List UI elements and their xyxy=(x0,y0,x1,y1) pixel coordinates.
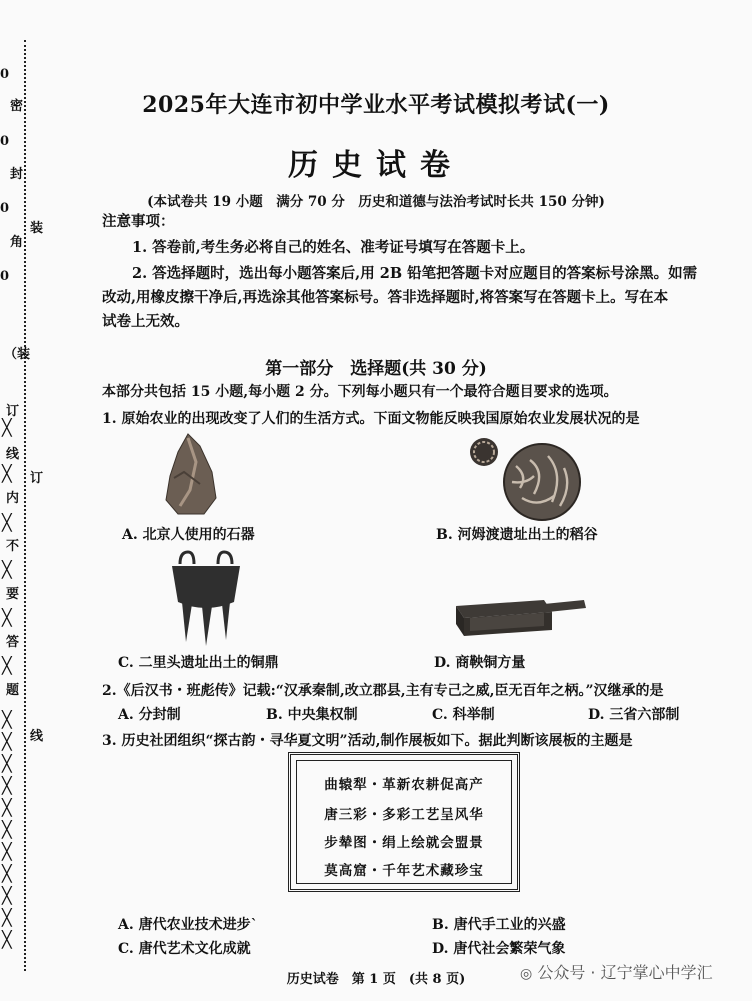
margin-char-yao: 要 xyxy=(6,587,20,602)
question-1-option-d: D. 商鞅铜方量 xyxy=(434,655,526,671)
question-2-option-d: D. 三省六部制 xyxy=(588,707,680,723)
cross-mark-icon: ╳ xyxy=(2,842,12,861)
board-line-2: 唐三彩・多彩工艺呈风华 xyxy=(324,807,484,823)
margin-char-zhuang-right: 装 xyxy=(30,221,44,236)
board-line-4: 莫高窟・千年艺术藏珍宝 xyxy=(324,863,484,879)
margin-char-bu: 不 xyxy=(6,539,20,554)
cross-mark-icon: ╳ xyxy=(2,732,12,751)
question-1-option-b: B. 河姆渡遗址出土的稻谷 xyxy=(436,527,598,543)
notice-item-1: 1. 答卷前,考生务必将自己的姓名、准考证号填写在答题卡上。 xyxy=(132,239,535,256)
watermark-text: 公众号 · 辽宁掌心中学汇 xyxy=(537,963,713,982)
page-footer: 历史试卷 第 1 页 (共 8 页) xyxy=(286,972,466,987)
section-note: 本部分共包括 15 小题,每小题 2 分。下列每小题只有一个最符合题目要求的选项。 xyxy=(102,384,618,400)
bronze-measure-image xyxy=(448,594,588,644)
question-3-option-a: A. 唐代农业技术进步` xyxy=(118,917,258,933)
question-1-option-a: A. 北京人使用的石器 xyxy=(122,527,255,543)
question-1-option-c: C. 二里头遗址出土的铜鼎 xyxy=(118,655,279,671)
cross-mark-icon: ╳ xyxy=(2,418,12,437)
question-2-option-c: C. 科举制 xyxy=(432,707,495,723)
cross-mark-icon: ╳ xyxy=(2,656,12,675)
cross-mark-icon: ╳ xyxy=(2,513,12,532)
board-line-3: 步辇图・绢上绘就会盟景 xyxy=(324,835,484,851)
margin-zero: 0 xyxy=(0,134,10,149)
wechat-icon: ◎ xyxy=(520,966,533,982)
margin-char-jiao: 角 xyxy=(10,235,24,250)
exam-title: 2025年大连市初中学业水平考试模拟考试(一) xyxy=(142,92,610,118)
cross-mark-icon: ╳ xyxy=(2,886,12,905)
margin-char-ti: 题 xyxy=(6,683,20,698)
margin-char-nei: 内 xyxy=(6,491,20,506)
margin-char-xian-right: 线 xyxy=(30,729,44,744)
cross-mark-icon: ╳ xyxy=(2,864,12,883)
question-2-stem: 2.《后汉书・班彪传》记载:“汉承秦制,改立郡县,主有专己之威,臣无百年之柄。”汉继承的是 xyxy=(102,683,664,699)
cross-mark-icon: ╳ xyxy=(2,930,12,949)
cross-mark-icon: ╳ xyxy=(2,464,12,483)
question-1-stem: 1. 原始农业的出现改变了人们的生活方式。下面文物能反映我国原始农业发展状况的是 xyxy=(102,411,640,427)
margin-char-mi: 密 xyxy=(10,99,24,114)
subject-title: 历史试卷 xyxy=(288,148,464,183)
exhibition-board-inner xyxy=(296,760,512,884)
cross-mark-icon: ╳ xyxy=(2,608,12,627)
exam-info: (本试卷共 19 小题 满分 70 分 历史和道德与法治考试时长共 150 分钟) xyxy=(147,194,605,210)
question-3-stem: 3. 历史社团组织“探古韵・寻华夏文明”活动,制作展板如下。据此判断该展板的主题是 xyxy=(102,733,633,749)
question-3-option-b: B. 唐代手工业的兴盛 xyxy=(432,917,566,933)
margin-zero: 0 xyxy=(0,269,10,284)
stone-tool-image xyxy=(160,432,220,516)
margin-char-ding: 订 xyxy=(6,404,20,419)
rice-grains-image xyxy=(468,436,584,522)
cross-mark-icon: ╳ xyxy=(2,908,12,927)
margin-zero: 0 xyxy=(0,201,10,216)
exhibition-board xyxy=(288,752,520,892)
margin-char-ding-right: 订 xyxy=(30,471,44,486)
cross-mark-icon: ╳ xyxy=(2,798,12,817)
margin-char-da: 答 xyxy=(6,635,20,650)
bronze-ding-image xyxy=(168,548,244,648)
margin-zero: 0 xyxy=(0,67,10,82)
watermark xyxy=(520,960,713,983)
question-3-option-d: D. 唐代社会繁荣气象 xyxy=(432,941,566,957)
cross-mark-icon: ╳ xyxy=(2,560,12,579)
question-2-option-a: A. 分封制 xyxy=(118,707,181,723)
cross-mark-icon: ╳ xyxy=(2,776,12,795)
question-3-option-c: C. 唐代艺术文化成就 xyxy=(118,941,251,957)
cross-mark-icon: ╳ xyxy=(2,754,12,773)
margin-bracket-zhuang: （装 xyxy=(4,347,31,362)
margin-char-feng: 封 xyxy=(10,167,24,182)
notice-item-2-line-1: 2. 答选择题时，选出每小题答案后,用 2B 铅笔把答题卡对应题目的答案标号涂黑。如需 xyxy=(132,265,698,282)
margin-char-xian: 线 xyxy=(6,447,20,462)
notice-item-2-line-2: 改动,用橡皮擦干净后,再选涂其他答案标号。答非选择题时,将答案写在答题卡上。写在本 xyxy=(102,289,669,306)
notice-item-2-line-3: 试卷上无效。 xyxy=(102,313,189,330)
cross-mark-icon: ╳ xyxy=(2,710,12,729)
question-2-option-b: B. 中央集权制 xyxy=(266,707,358,723)
notice-heading: 注意事项： xyxy=(102,213,175,230)
cross-mark-icon: ╳ xyxy=(2,820,12,839)
section-title: 第一部分 选择题(共 30 分) xyxy=(265,359,487,379)
board-line-1: 曲辕犁・革新农耕促高产 xyxy=(324,777,484,793)
